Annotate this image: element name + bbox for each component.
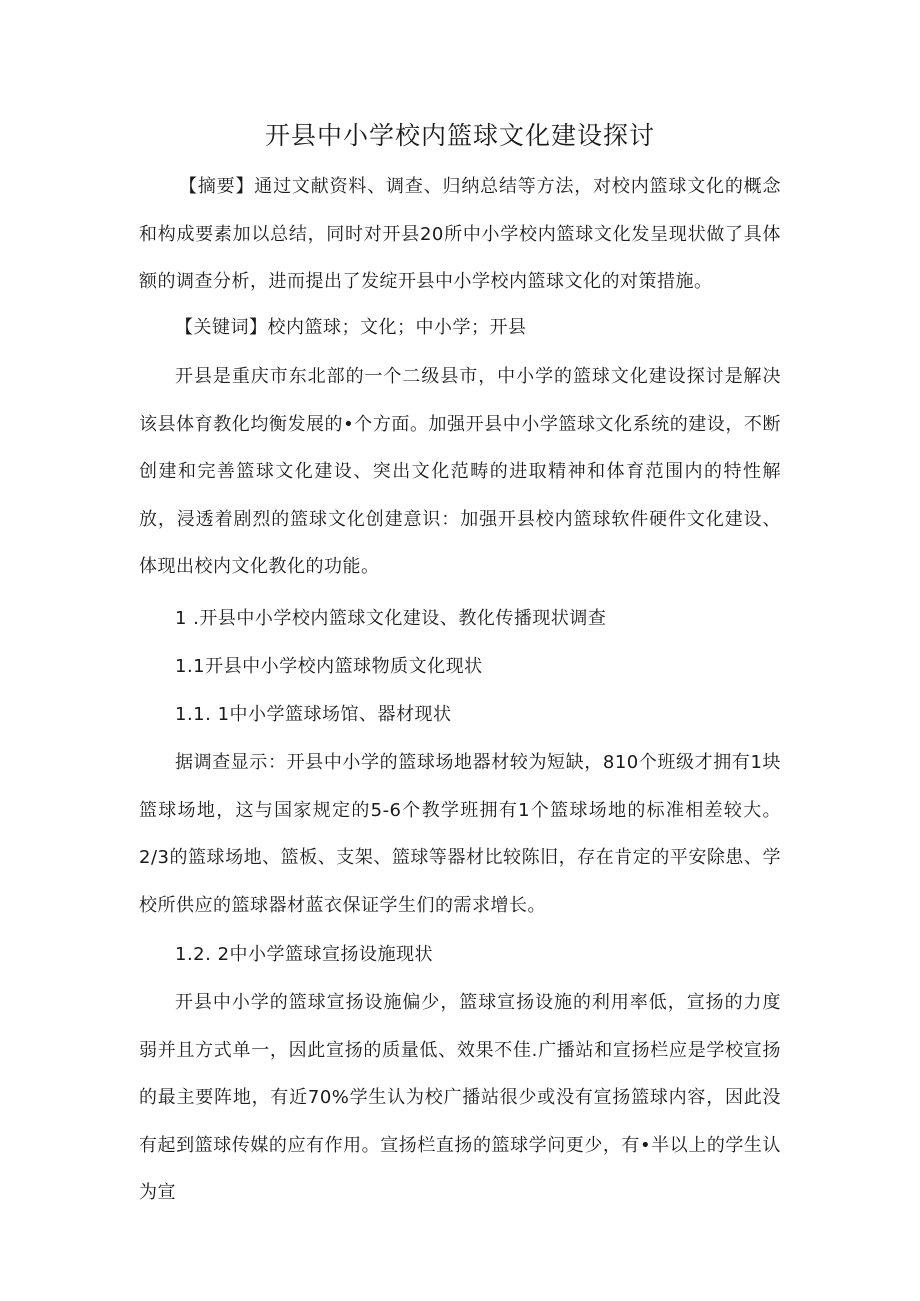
intro-paragraph: 开县是重庆市东北部的一个二级县市，中小学的篮球文化建设探讨是解决该县体育教化均衡发展的•个方面。加强开县中小学篮球文化系统的建设，不断创建和完善篮球文化建设、突出文化范畴的进取精神和体育范围内的特性解放，浸透着剧烈的篮球文化创建意识：加强开县校内篮球软件硬件文化建设、体现出校内文化教化的功能。 [139, 366, 781, 578]
section-1-1-1-body: 据调查显示：开县中小学的篮球场地器材较为短缺，810个班级才拥有1块篮球场地，这与国家规定的5-6个教学班拥有1个篮球场地的标准相差较大。2/3的篮球场地、篮板、支架、篮球等器材比较陈旧，存在肯定的平安除患、学校所供应的篮球器材蓝衣保证学生们的需求增长。 [139, 752, 781, 916]
section-1-1-2-body: 开县中小学的篮球宣扬设施偏少，篮球宣扬设施的利用率低，宣扬的力度弱并且方式单一，因此宣扬的质量低、效果不佳.广播站和宣扬栏应是学校宣扬的最主要阵地，有近70%学生认为校广播站很少或没有宣扬篮球内容，因此没有起到篮球传媒的应有作用。宣扬栏直扬的篮球学问更少，有•半以上的学生认为宣 [139, 992, 781, 1204]
keywords-line: 【关键词】校内篮球；文化；中小学；开县 [175, 317, 527, 338]
abstract-paragraph: 【摘要】通过文献资料、调查、归纳总结等方法，对校内篮球文化的概念和构成要素加以总结，同时对开县20所中小学校内篮球文化发呈现状做了具体额的调查分析，进而提出了发绽开县中小学校内篮球文化的对策措施。 [139, 176, 781, 293]
section-1-1-1-heading: 1.1. 1中小学篮球场馆、器材现状 [175, 704, 452, 725]
document-title: 开县中小学校内篮球文化建设探讨 [264, 121, 655, 150]
section-1-1-2-heading: 1.2. 2中小学篮球宣扬设施现状 [175, 944, 434, 965]
section-1-heading: 1 .开县中小学校内篮球文化建设、教化传播现状调查 [175, 608, 607, 629]
section-1-1-heading: 1.1开县中小学校内篮球物质文化现状 [175, 656, 483, 677]
